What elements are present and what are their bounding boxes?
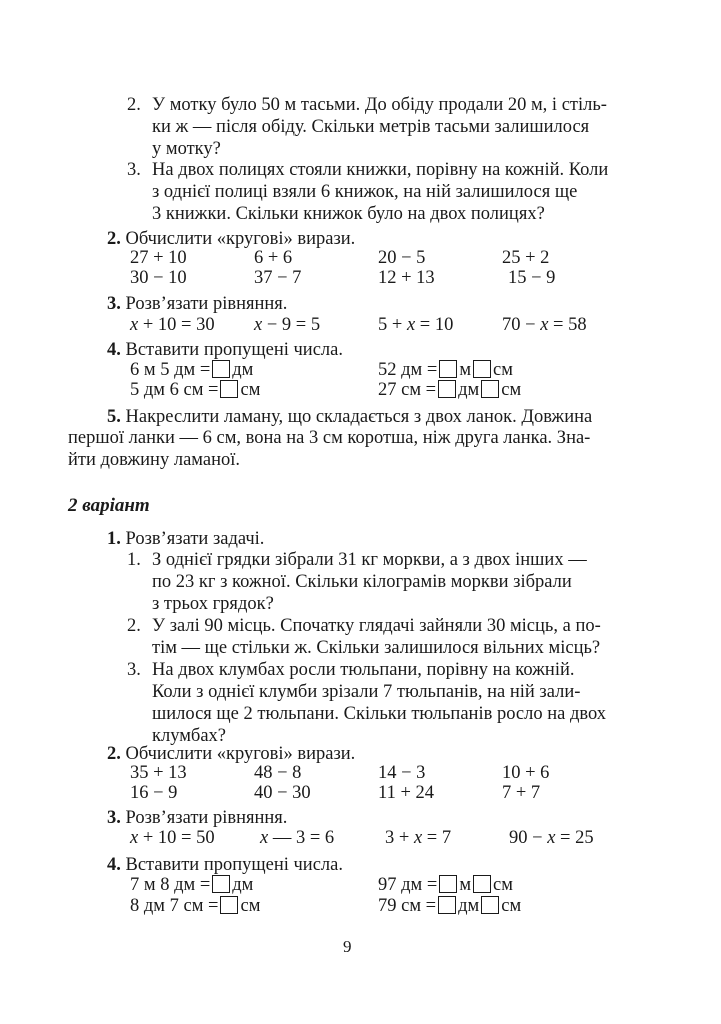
expression: 37 − 7: [254, 268, 302, 288]
task-2: 2. Обчислити «кругові» вирази.: [107, 229, 356, 249]
fill-in: 6 м 5 дм = дм: [130, 360, 254, 380]
text-line: клумбах?: [152, 726, 227, 746]
answer-box[interactable]: [473, 360, 491, 378]
expression: 20 − 5: [378, 248, 426, 268]
text-line: ки ж — після обіду. Скільки метрів тасьми залишилося: [152, 117, 590, 137]
task-2: 2. Обчислити «кругові» вирази.: [107, 744, 356, 764]
answer-box[interactable]: [481, 380, 499, 398]
answer-box[interactable]: [439, 360, 457, 378]
task-4: 4. Вставити пропущені числа.: [107, 340, 343, 360]
variant-title: 2 варіант: [68, 495, 150, 516]
fill-in: 7 м 8 дм = дм: [130, 875, 254, 895]
text-line: по 23 кг з кожної. Скільки кілограмів моркви зібрали: [152, 572, 572, 592]
expression: 14 − 3: [378, 763, 426, 783]
expression: 27 + 10: [130, 248, 187, 268]
answer-box[interactable]: [438, 896, 456, 914]
fill-in: 52 дм = м см: [378, 360, 513, 380]
text-line: Накреслити ламану, що складається з двох ланок. Довжина: [125, 407, 593, 427]
equation: 70 − x = 58: [502, 315, 587, 335]
expression: 12 + 13: [378, 268, 435, 288]
list-marker: 1.: [127, 550, 141, 570]
answer-box[interactable]: [220, 380, 238, 398]
task-3: 3. Розв’язати рівняння.: [107, 294, 288, 314]
answer-box[interactable]: [473, 875, 491, 893]
expression: 15 − 9: [508, 268, 556, 288]
text-line: з трьох грядок?: [152, 594, 274, 614]
expression: 48 − 8: [254, 763, 302, 783]
text-line: У залі 90 місць. Спочатку глядачі зайняли 30 місць, а по-: [152, 616, 601, 636]
equation: 90 − x = 25: [509, 828, 594, 848]
text-line: У мотку було 50 м тасьми. До обіду продали 20 м, і стіль-: [152, 95, 607, 115]
expression: 35 + 13: [130, 763, 187, 783]
expression: 11 + 24: [378, 783, 434, 803]
text-line: 3 книжки. Скільки книжок було на двох полицях?: [152, 204, 545, 224]
text-line: На двох полицях стояли книжки, порівну на кожній. Коли: [152, 160, 609, 180]
fill-in: 5 дм 6 см = см: [130, 380, 261, 400]
list-marker: 3.: [127, 160, 141, 180]
task-title: Розв’язати задачі.: [125, 529, 265, 549]
task-title: Розв’язати рівняння.: [125, 294, 288, 314]
fill-in: 8 дм 7 см = см: [130, 896, 261, 916]
fill-in: 97 дм = м см: [378, 875, 513, 895]
equation: 5 + x = 10: [378, 315, 454, 335]
text-line: йти довжину ламаної.: [68, 450, 240, 470]
fill-in: 79 см = дм см: [378, 896, 522, 916]
task-title: Вставити пропущені числа.: [125, 340, 343, 360]
text-line: На двох клумбах росли тюльпани, порівну на кожній.: [152, 660, 575, 680]
text-line: тім — ще стільки ж. Скільки залишилося вільних місць?: [152, 638, 601, 658]
expression: 30 − 10: [130, 268, 187, 288]
answer-box[interactable]: [439, 875, 457, 893]
text-line: у мотку?: [152, 139, 221, 159]
task-title: Вставити пропущені числа.: [125, 855, 343, 875]
list-marker: 2.: [127, 95, 141, 115]
list-marker: 2.: [127, 616, 141, 636]
text-line: Коли з однієї клумби зрізали 7 тюльпанів, на ній зали-: [152, 682, 581, 702]
task-1: 1. Розв’язати задачі.: [107, 529, 265, 549]
answer-box[interactable]: [220, 896, 238, 914]
answer-box[interactable]: [438, 380, 456, 398]
task-title: Обчислити «кругові» вирази.: [125, 229, 356, 249]
answer-box[interactable]: [481, 896, 499, 914]
expression: 40 − 30: [254, 783, 311, 803]
expression: 10 + 6: [502, 763, 550, 783]
text-line: з однієї полиці взяли 6 книжок, на ній залишилося ще: [152, 182, 578, 202]
answer-box[interactable]: [212, 875, 230, 893]
equation: 3 + x = 7: [385, 828, 452, 848]
task-3: 3. Розв’язати рівняння.: [107, 808, 288, 828]
equation: x + 10 = 50: [130, 828, 215, 848]
list-marker: 3.: [127, 660, 141, 680]
text-line: З однієї грядки зібрали 31 кг моркви, а з двох інших —: [152, 550, 587, 570]
task-title: Обчислити «кругові» вирази.: [125, 744, 356, 764]
expression: 16 − 9: [130, 783, 178, 803]
fill-in: 27 см = дм см: [378, 380, 522, 400]
task-4: 4. Вставити пропущені числа.: [107, 855, 343, 875]
expression: 7 + 7: [502, 783, 541, 803]
equation: x − 9 = 5: [254, 315, 321, 335]
answer-box[interactable]: [212, 360, 230, 378]
equation: x + 10 = 30: [130, 315, 215, 335]
expression: 25 + 2: [502, 248, 550, 268]
equation: x — 3 = 6: [260, 828, 335, 848]
task-title: Розв’язати рівняння.: [125, 808, 288, 828]
page-number: 9: [343, 937, 352, 956]
text-line: шилося ще 2 тюльпани. Скільки тюльпанів росло на двох: [152, 704, 607, 724]
expression: 6 + 6: [254, 248, 293, 268]
text-line: першої ланки — 6 см, вона на 3 см коротша, ніж друга ланка. Зна-: [68, 428, 591, 448]
